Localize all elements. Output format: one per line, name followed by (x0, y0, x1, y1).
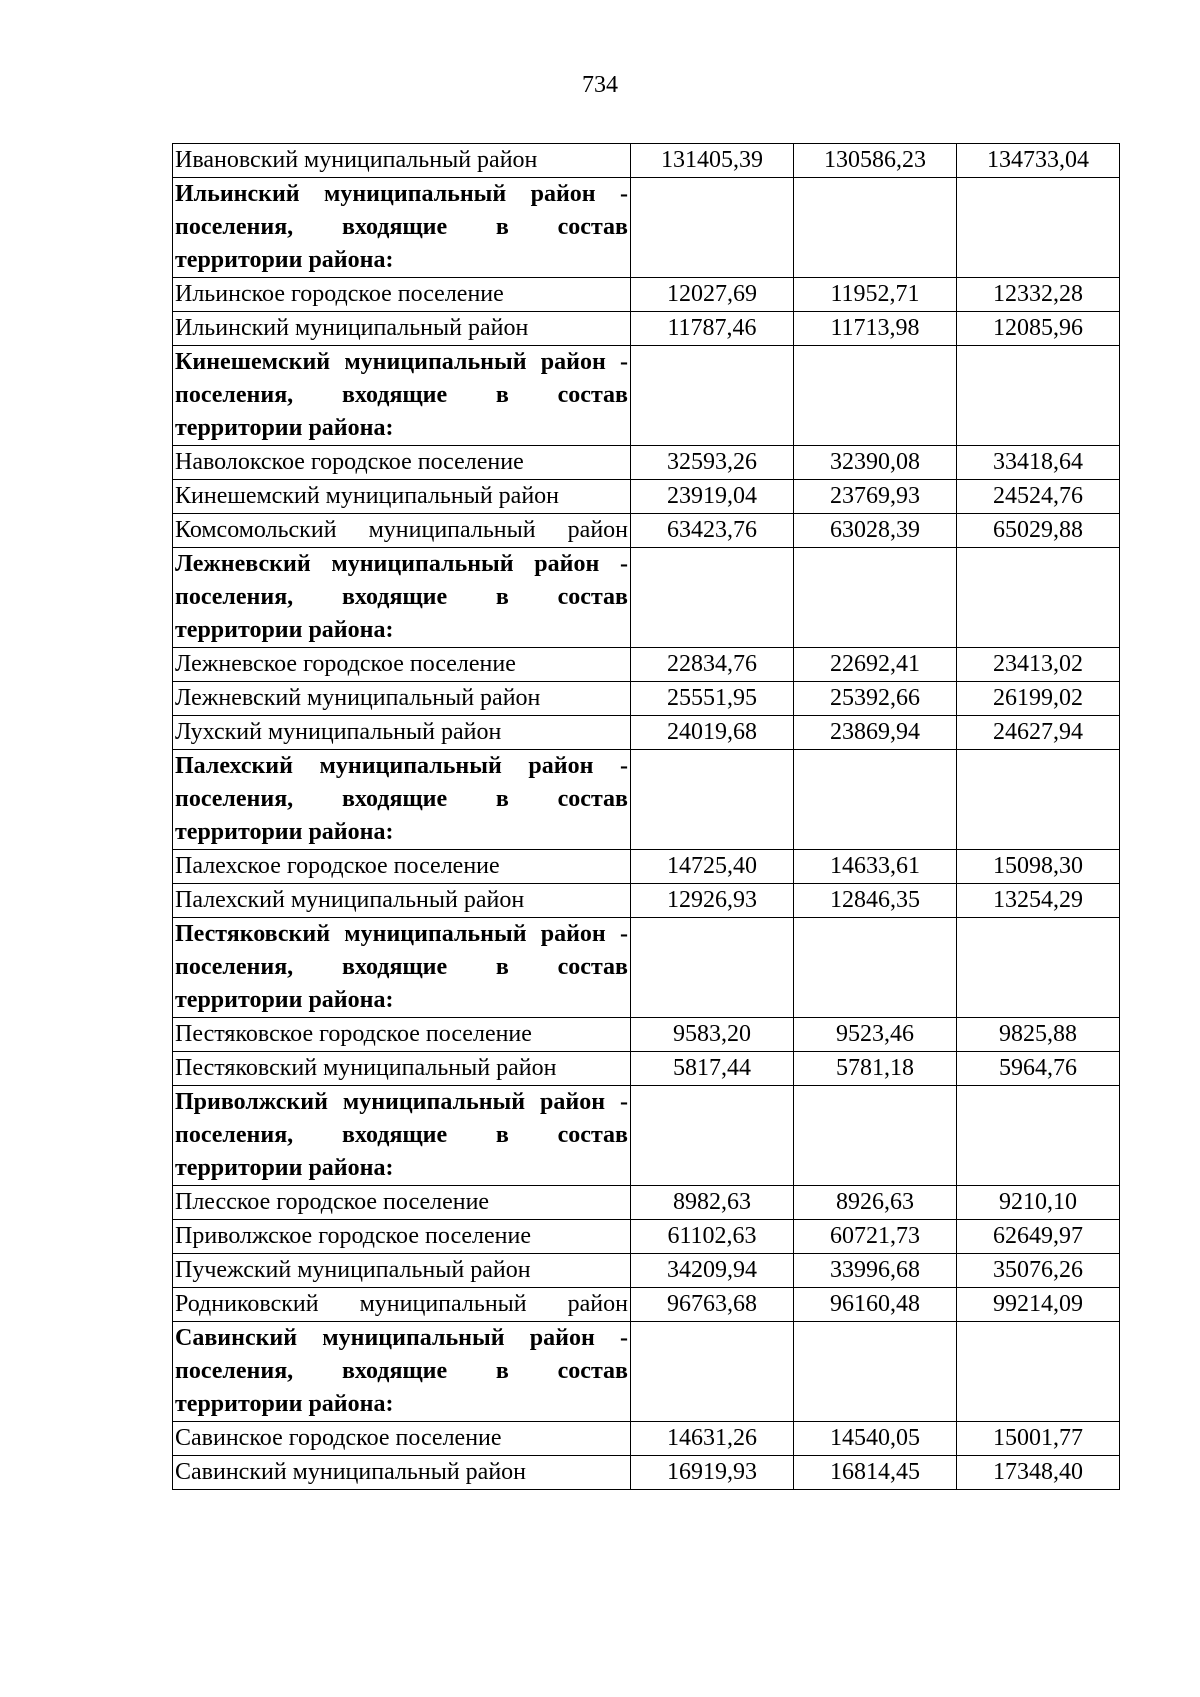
value-cell-2: 5781,18 (794, 1052, 957, 1086)
table-row (173, 648, 1120, 682)
value-cell-1: 5817,44 (631, 1052, 794, 1086)
section-heading-cell: Палехский муниципальный район - поселения, входящие в состав территории района: (173, 750, 631, 850)
value-cell-1: 12926,93 (631, 884, 794, 918)
territory-name-cell: Лежневское городское поселение (173, 648, 631, 682)
value-cell-2 (794, 1086, 957, 1186)
table-row (173, 682, 1120, 716)
value-cell-2: 60721,73 (794, 1220, 957, 1254)
value-cell-2: 63028,39 (794, 514, 957, 548)
section-heading-cell: Пестяковский муниципальный район - поселения, входящие в состав территории района: (173, 918, 631, 1018)
value-cell-1: 12027,69 (631, 278, 794, 312)
territory-name-cell: Плесское городское поселение (173, 1186, 631, 1220)
value-cell-2 (794, 346, 957, 446)
territory-name-cell: Наволокское городское поселение (173, 446, 631, 480)
value-cell-2: 130586,23 (794, 144, 957, 178)
territory-name-cell: Ивановский муниципальный район (173, 144, 631, 178)
table-section-heading-row (173, 1322, 1120, 1422)
value-cell-2 (794, 918, 957, 1018)
territory-name-cell: Лежневский муниципальный район (173, 682, 631, 716)
value-cell-2: 23769,93 (794, 480, 957, 514)
value-cell-1: 16919,93 (631, 1456, 794, 1490)
value-cell-1 (631, 548, 794, 648)
territory-name-cell: Пестяковский муниципальный район (173, 1052, 631, 1086)
territory-name-cell: Родниковский муниципальный район (173, 1288, 631, 1322)
table-row (173, 1288, 1120, 1322)
table-row (173, 1254, 1120, 1288)
value-cell-1: 22834,76 (631, 648, 794, 682)
value-cell-1: 11787,46 (631, 312, 794, 346)
value-cell-3: 12332,28 (957, 278, 1120, 312)
territory-name-cell: Палехский муниципальный район (173, 884, 631, 918)
section-heading-cell: Ильинский муниципальный район - поселения, входящие в состав территории района: (173, 178, 631, 278)
table-row (173, 1052, 1120, 1086)
page-number: 734 (582, 72, 618, 98)
table-row (173, 850, 1120, 884)
table-row (173, 480, 1120, 514)
value-cell-1: 61102,63 (631, 1220, 794, 1254)
table-row (173, 278, 1120, 312)
value-cell-3: 17348,40 (957, 1456, 1120, 1490)
section-heading-cell: Савинский муниципальный район - поселения, входящие в состав территории района: (173, 1322, 631, 1422)
value-cell-3 (957, 346, 1120, 446)
value-cell-3 (957, 1322, 1120, 1422)
value-cell-3: 24627,94 (957, 716, 1120, 750)
value-cell-2: 8926,63 (794, 1186, 957, 1220)
table-row (173, 1422, 1120, 1456)
value-cell-2: 14633,61 (794, 850, 957, 884)
value-cell-1: 131405,39 (631, 144, 794, 178)
value-cell-3 (957, 918, 1120, 1018)
value-cell-1 (631, 1086, 794, 1186)
table-row (173, 1018, 1120, 1052)
value-cell-2: 96160,48 (794, 1288, 957, 1322)
territory-name-cell: Савинский муниципальный район (173, 1456, 631, 1490)
table-row (173, 312, 1120, 346)
value-cell-3: 12085,96 (957, 312, 1120, 346)
value-cell-3: 15001,77 (957, 1422, 1120, 1456)
value-cell-1: 14631,26 (631, 1422, 794, 1456)
value-cell-1: 25551,95 (631, 682, 794, 716)
territory-name-cell: Комсомольский муниципальный район (173, 514, 631, 548)
value-cell-1: 24019,68 (631, 716, 794, 750)
value-cell-1: 34209,94 (631, 1254, 794, 1288)
territory-name-cell: Приволжское городское поселение (173, 1220, 631, 1254)
territory-name-cell: Лухский муниципальный район (173, 716, 631, 750)
value-cell-3: 24524,76 (957, 480, 1120, 514)
table-row (173, 1220, 1120, 1254)
value-cell-1: 23919,04 (631, 480, 794, 514)
value-cell-3: 15098,30 (957, 850, 1120, 884)
budget-table (172, 143, 1120, 1490)
value-cell-3: 23413,02 (957, 648, 1120, 682)
table-section-heading-row (173, 178, 1120, 278)
value-cell-1 (631, 178, 794, 278)
value-cell-2: 12846,35 (794, 884, 957, 918)
value-cell-2: 25392,66 (794, 682, 957, 716)
value-cell-3: 62649,97 (957, 1220, 1120, 1254)
table-row (173, 446, 1120, 480)
value-cell-2: 33996,68 (794, 1254, 957, 1288)
territory-name-cell: Палехское городское поселение (173, 850, 631, 884)
table-row (173, 716, 1120, 750)
value-cell-2: 11713,98 (794, 312, 957, 346)
territory-name-cell: Пестяковское городское поселение (173, 1018, 631, 1052)
value-cell-2 (794, 1322, 957, 1422)
value-cell-3: 13254,29 (957, 884, 1120, 918)
value-cell-2: 22692,41 (794, 648, 957, 682)
table-body (173, 144, 1120, 1490)
value-cell-3 (957, 548, 1120, 648)
value-cell-1: 96763,68 (631, 1288, 794, 1322)
value-cell-3 (957, 750, 1120, 850)
value-cell-1 (631, 346, 794, 446)
value-cell-1: 9583,20 (631, 1018, 794, 1052)
territory-name-cell: Савинское городское поселение (173, 1422, 631, 1456)
value-cell-1: 32593,26 (631, 446, 794, 480)
table-section-heading-row (173, 1086, 1120, 1186)
value-cell-3: 9825,88 (957, 1018, 1120, 1052)
value-cell-3: 33418,64 (957, 446, 1120, 480)
value-cell-2 (794, 548, 957, 648)
value-cell-3 (957, 178, 1120, 278)
table-row (173, 514, 1120, 548)
value-cell-2 (794, 750, 957, 850)
value-cell-3: 35076,26 (957, 1254, 1120, 1288)
territory-name-cell: Ильинский муниципальный район (173, 312, 631, 346)
section-heading-cell: Кинешемский муниципальный район - поселения, входящие в состав территории района: (173, 346, 631, 446)
value-cell-3: 26199,02 (957, 682, 1120, 716)
value-cell-1: 14725,40 (631, 850, 794, 884)
table-row (173, 1186, 1120, 1220)
value-cell-2 (794, 178, 957, 278)
table-row (173, 1456, 1120, 1490)
value-cell-2: 9523,46 (794, 1018, 957, 1052)
value-cell-2: 14540,05 (794, 1422, 957, 1456)
value-cell-3 (957, 1086, 1120, 1186)
value-cell-1 (631, 1322, 794, 1422)
value-cell-2: 32390,08 (794, 446, 957, 480)
table-section-heading-row (173, 346, 1120, 446)
table-section-heading-row (173, 750, 1120, 850)
value-cell-3: 65029,88 (957, 514, 1120, 548)
value-cell-3: 99214,09 (957, 1288, 1120, 1322)
value-cell-1 (631, 918, 794, 1018)
value-cell-3: 9210,10 (957, 1186, 1120, 1220)
value-cell-2: 11952,71 (794, 278, 957, 312)
table-row (173, 884, 1120, 918)
value-cell-1: 8982,63 (631, 1186, 794, 1220)
value-cell-3: 134733,04 (957, 144, 1120, 178)
value-cell-3: 5964,76 (957, 1052, 1120, 1086)
territory-name-cell: Кинешемский муниципальный район (173, 480, 631, 514)
value-cell-1 (631, 750, 794, 850)
territory-name-cell: Ильинское городское поселение (173, 278, 631, 312)
value-cell-2: 16814,45 (794, 1456, 957, 1490)
table-row (173, 144, 1120, 178)
value-cell-1: 63423,76 (631, 514, 794, 548)
table-section-heading-row (173, 918, 1120, 1018)
territory-name-cell: Пучежский муниципальный район (173, 1254, 631, 1288)
section-heading-cell: Лежневский муниципальный район - поселения, входящие в состав территории района: (173, 548, 631, 648)
table-section-heading-row (173, 548, 1120, 648)
value-cell-2: 23869,94 (794, 716, 957, 750)
section-heading-cell: Приволжский муниципальный район - поселения, входящие в состав территории района: (173, 1086, 631, 1186)
